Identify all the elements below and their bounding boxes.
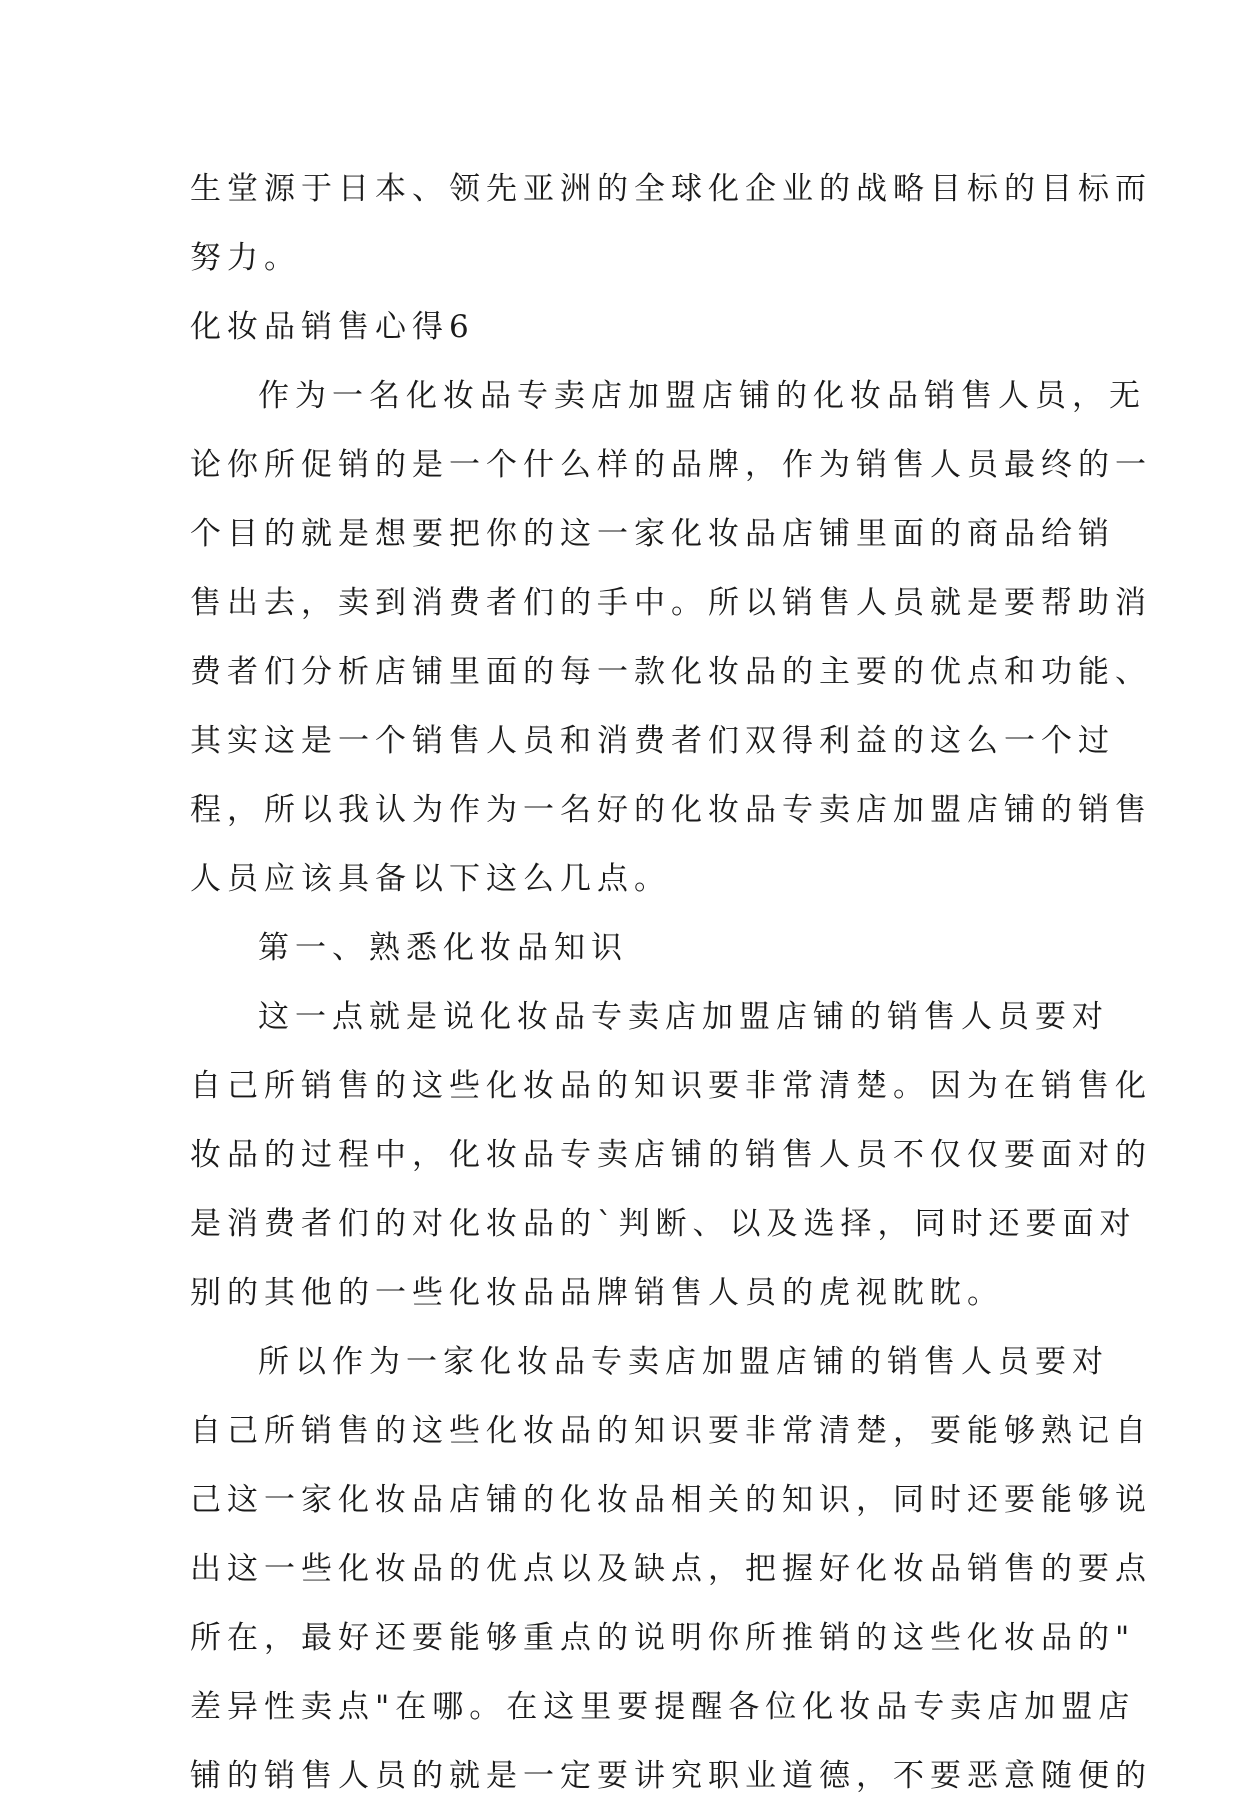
text-line: 铺的销售人员的就是一定要讲究职业道德，不要恶意随便的 bbox=[190, 1758, 1152, 1794]
text-line: 出这一些化妆品的优点以及缺点，把握好化妆品销售的要点 bbox=[190, 1551, 1152, 1587]
paragraph-first-line: 作为一名化妆品专卖店加盟店铺的化妆品销售人员，无 bbox=[258, 378, 1146, 414]
text-line: 论你所促销的是一个什么样的品牌，作为销售人员最终的一 bbox=[190, 447, 1152, 483]
text-line: 别的其他的一些化妆品品牌销售人员的虎视眈眈。 bbox=[190, 1275, 1004, 1311]
text-line: 自己所销售的这些化妆品的知识要非常清楚，要能够熟记自 bbox=[190, 1413, 1152, 1449]
text-line: 售出去，卖到消费者们的手中。所以销售人员就是要帮助消 bbox=[190, 585, 1152, 621]
text-line: 个目的就是想要把你的这一家化妆品店铺里面的商品给销 bbox=[190, 516, 1115, 552]
text-line: 努力。 bbox=[190, 240, 301, 276]
text-line: 是消费者们的对化妆品的`判断、以及选择，同时还要面对 bbox=[190, 1206, 1137, 1242]
paragraph-first-line: 所以作为一家化妆品专卖店加盟店铺的销售人员要对 bbox=[258, 1344, 1109, 1380]
document-body bbox=[190, 155, 1152, 1811]
text-line: 生堂源于日本、领先亚洲的全球化企业的战略目标的目标而 bbox=[190, 171, 1152, 207]
text-line: 妆品的过程中，化妆品专卖店铺的销售人员不仅仅要面对的 bbox=[190, 1137, 1152, 1173]
text-line: 费者们分析店铺里面的每一款化妆品的主要的优点和功能、 bbox=[190, 654, 1152, 690]
subsection-heading: 第一、熟悉化妆品知识 bbox=[258, 930, 628, 966]
text-line: 其实这是一个销售人员和消费者们双得利益的这么一个过 bbox=[190, 723, 1115, 759]
text-line: 所在，最好还要能够重点的说明你所推销的这些化妆品的" bbox=[190, 1620, 1136, 1656]
text-line: 己这一家化妆品店铺的化妆品相关的知识，同时还要能够说 bbox=[190, 1482, 1152, 1518]
section-heading: 化妆品销售心得6 bbox=[190, 309, 475, 345]
paragraph-first-line: 这一点就是说化妆品专卖店加盟店铺的销售人员要对 bbox=[258, 999, 1109, 1035]
text-line: 程，所以我认为作为一名好的化妆品专卖店加盟店铺的销售 bbox=[190, 792, 1152, 828]
text-line: 差异性卖点"在哪。在这里要提醒各位化妆品专卖店加盟店 bbox=[190, 1689, 1136, 1725]
text-line: 自己所销售的这些化妆品的知识要非常清楚。因为在销售化 bbox=[190, 1068, 1152, 1104]
text-line: 人员应该具备以下这么几点。 bbox=[190, 861, 671, 897]
